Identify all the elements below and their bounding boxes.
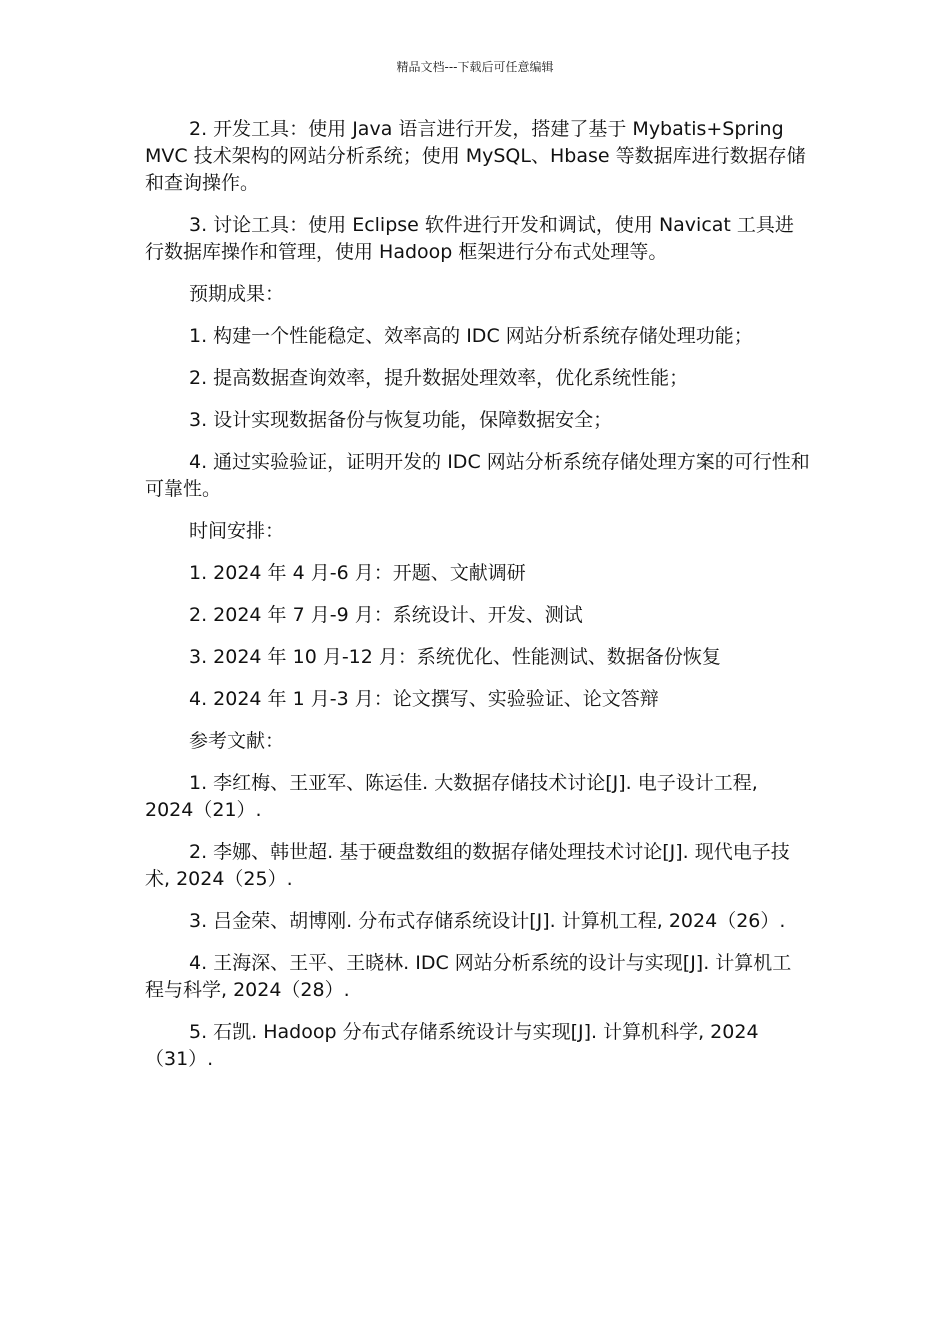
reference-3: 3. 吕金荣、胡博刚. 分布式存储系统设计[J]. 计算机工程, 2024（26）. — [189, 910, 786, 932]
document-body — [145, 116, 810, 1088]
list-item-schedule-1: 1. 2024 年 4 月-6 月：开题、文献调研 — [189, 562, 526, 584]
list-item-result-2: 2. 提高数据查询效率，提升数据处理效率，优化系统性能； — [189, 367, 689, 389]
paragraph-dev-tools: 2. 开发工具：使用 Java 语言进行开发，搭建了基于 Mybatis+Spring MVC 技术架构的网站分析系统；使用 MySQL、Hbase 等数据库进行数据存储和查询操作。 — [145, 118, 806, 194]
section-heading-expected-results: 预期成果： — [189, 283, 285, 305]
list-item-result-3: 3. 设计实现数据备份与恢复功能，保障数据安全； — [189, 409, 613, 431]
section-heading-schedule: 时间安排： — [189, 520, 285, 542]
list-item-schedule-4: 4. 2024 年 1 月-3 月：论文撰写、实验验证、论文答辩 — [189, 688, 659, 710]
page-header: 精品文档---下载后可任意编辑 — [396, 60, 554, 74]
reference-1: 1. 李红梅、王亚军、陈运佳. 大数据存储技术讨论[J]. 电子设计工程, 2024（21）. — [145, 772, 758, 821]
list-item-schedule-3: 3. 2024 年 10 月-12 月：系统优化、性能测试、数据备份恢复 — [189, 646, 721, 668]
reference-4: 4. 王海深、王平、王晓林. IDC 网站分析系统的设计与实现[J]. 计算机工程与科学, 2024（28）. — [145, 952, 792, 1001]
list-item-result-1: 1. 构建一个性能稳定、效率高的 IDC 网站分析系统存储处理功能； — [189, 325, 753, 347]
section-heading-references: 参考文献： — [189, 730, 285, 752]
reference-5: 5. 石凯. Hadoop 分布式存储系统设计与实现[J]. 计算机科学, 2024（31）. — [145, 1021, 759, 1070]
list-item-result-4: 4. 通过实验验证，证明开发的 IDC 网站分析系统存储处理方案的可行性和可靠性。 — [145, 451, 810, 500]
paragraph-discussion-tools: 3. 讨论工具：使用 Eclipse 软件进行开发和调试，使用 Navicat 工具进行数据库操作和管理，使用 Hadoop 框架进行分布式处理等。 — [145, 214, 794, 263]
reference-2: 2. 李娜、韩世超. 基于硬盘数组的数据存储处理技术讨论[J]. 现代电子技术, 2024（25）. — [145, 841, 790, 890]
list-item-schedule-2: 2. 2024 年 7 月-9 月：系统设计、开发、测试 — [189, 604, 583, 626]
